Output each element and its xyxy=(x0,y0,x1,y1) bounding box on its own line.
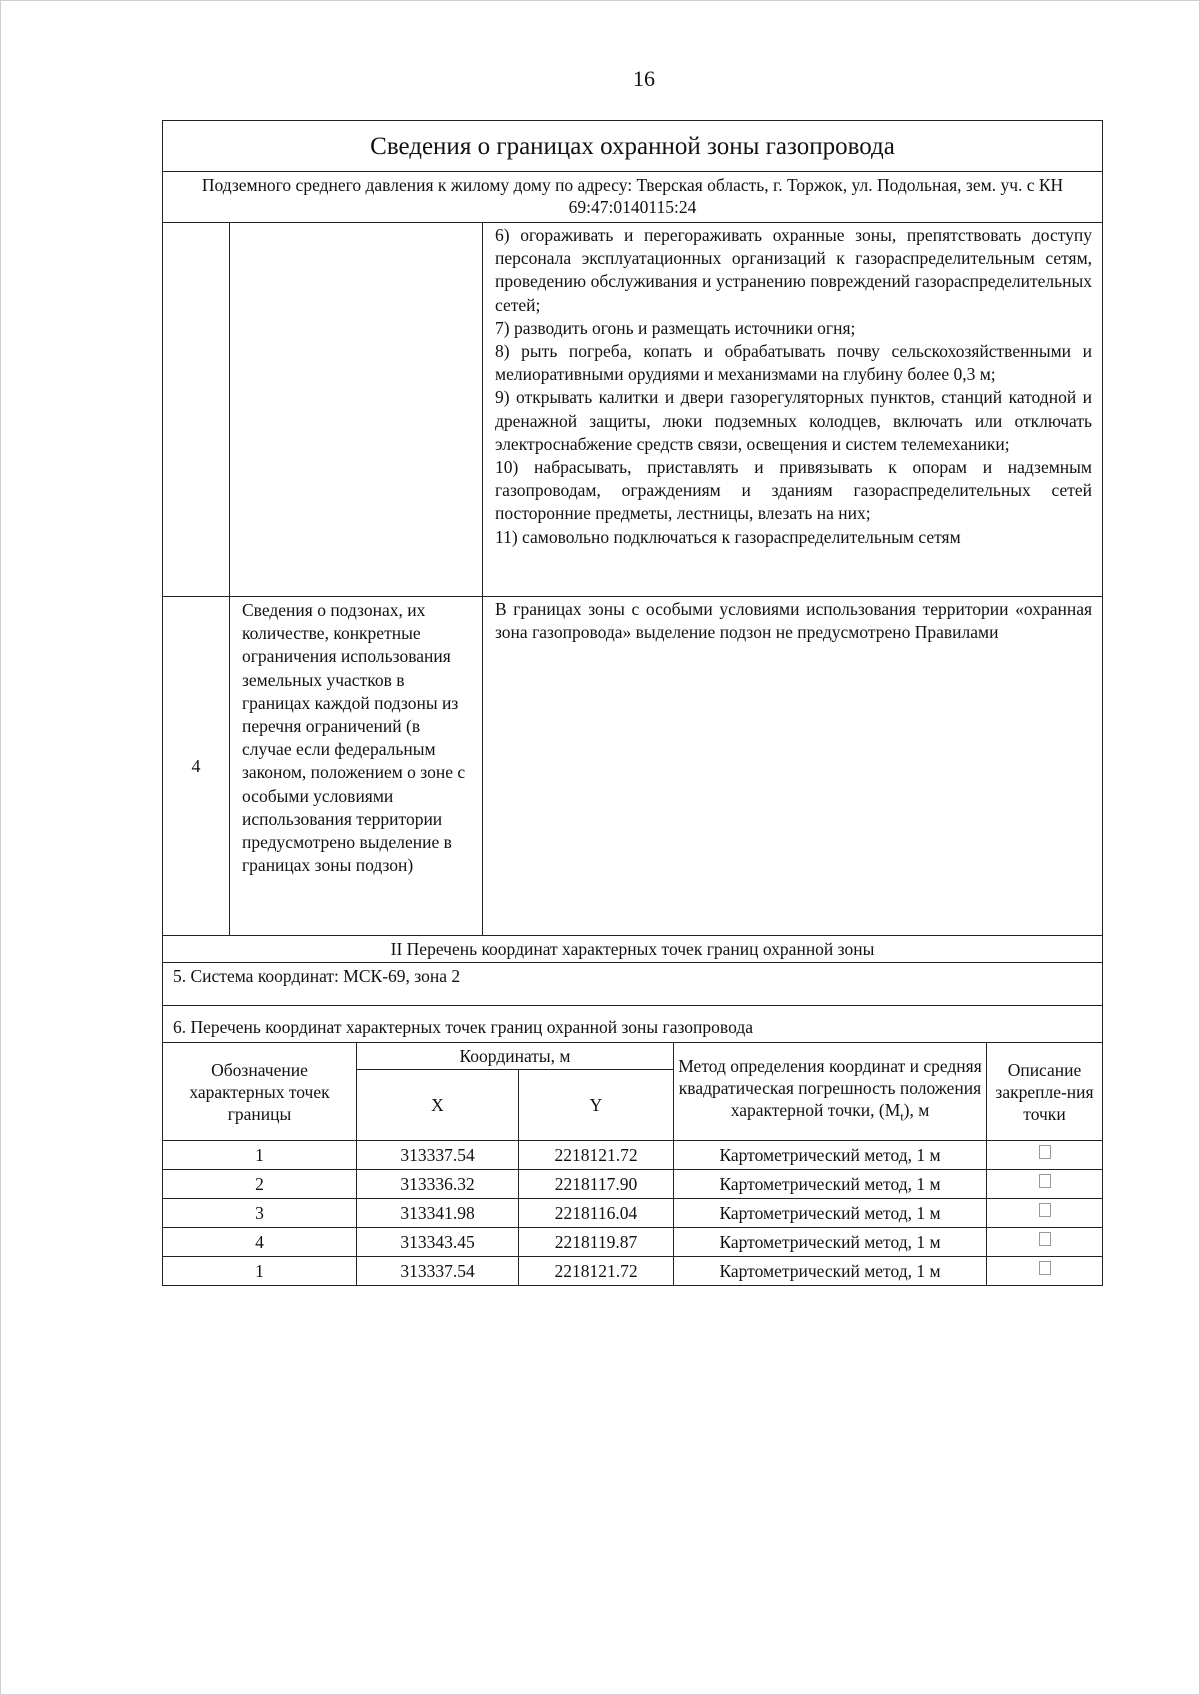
restriction-item: 6) огораживать и перегораживать охранные зоны, препятствовать доступу персонала эксплуатационных организаций к газораспределительным сетям, проведению обслуживания и устранению повреждений газораспределительных сетей; xyxy=(495,225,1093,315)
y-cell: 2218121.72 xyxy=(519,1257,674,1286)
subzone-content: В границах зоны с особыми условиями использования территории «охранная зона газопровода» выделение подзон не предусмотрено Правилами xyxy=(483,597,1103,936)
coord-system-row xyxy=(163,963,1103,1006)
method-cell: Картометрический метод, 1 м xyxy=(674,1228,987,1257)
table-row xyxy=(163,1170,1103,1199)
page-number: 16 xyxy=(633,66,655,91)
restriction-item: 7) разводить огонь и размещать источники огня; xyxy=(495,317,856,338)
desc-cell xyxy=(987,1257,1103,1286)
col-desc-header: Описание закрепле-ния точки xyxy=(987,1043,1103,1141)
desc-cell xyxy=(987,1170,1103,1199)
document-subtitle: Подземного среднего давления к жилому дому по адресу: Тверская область, г. Торжок, ул. Подольная, зем. уч. с КН 69:47:0140115:24 xyxy=(163,172,1103,223)
table-row xyxy=(163,1228,1103,1257)
x-cell: 313337.54 xyxy=(357,1141,519,1170)
restrictions-list xyxy=(483,223,1103,597)
y-cell: 2218116.04 xyxy=(519,1199,674,1228)
y-cell: 2218117.90 xyxy=(519,1170,674,1199)
coords-header-row xyxy=(163,1043,1103,1070)
checkbox-icon xyxy=(1039,1203,1051,1217)
table-row xyxy=(163,1141,1103,1170)
zone-info-table xyxy=(162,120,1103,1056)
point-cell: 1 xyxy=(163,1141,357,1170)
col-method-header xyxy=(674,1043,987,1141)
restriction-item: 10) набрасывать, приставлять и привязывать к опорам и надземным газопроводам, ограждениям и зданиям газораспределительных сетей посторонние предметы, лестницы, влезать на них; xyxy=(495,457,1093,524)
y-cell: 2218119.87 xyxy=(519,1228,674,1257)
section2-row xyxy=(163,936,1103,963)
desc-cell xyxy=(987,1228,1103,1257)
section2-title: II Перечень координат характерных точек границ охранной зоны xyxy=(163,936,1103,963)
method-header-subscript: t xyxy=(900,1109,904,1124)
method-cell: Картометрический метод, 1 м xyxy=(674,1141,987,1170)
desc-cell xyxy=(987,1141,1103,1170)
checkbox-icon xyxy=(1039,1261,1051,1275)
col-point-header: Обозначение характерных точек границы xyxy=(163,1043,357,1141)
coordinates-table xyxy=(162,1042,1103,1286)
title-row xyxy=(163,121,1103,172)
col-y-header: Y xyxy=(519,1070,674,1141)
restriction-item: 11) самовольно подключаться к газораспределительным сетям xyxy=(495,526,961,547)
row-number: 4 xyxy=(163,597,230,936)
method-header-text: Метод определения координат и средняя квадратическая погрешность положения характерной точки, (M xyxy=(678,1056,982,1121)
method-cell: Картометрический метод, 1 м xyxy=(674,1257,987,1286)
restriction-item: 9) открывать калитки и двери газорегуляторных пунктов, станций катодной и дренажной защиты, люки подземных колодцев, включать или отключать электроснабжение средств связи, освещения и систем телемеханики; xyxy=(495,387,1093,454)
col-coords-header: Координаты, м xyxy=(357,1043,674,1070)
method-cell: Картометрический метод, 1 м xyxy=(674,1199,987,1228)
subzone-row xyxy=(163,597,1103,936)
point-cell: 4 xyxy=(163,1228,357,1257)
method-cell: Картометрический метод, 1 м xyxy=(674,1170,987,1199)
subzone-description: Сведения о подзонах, их количестве, конкретные ограничения использования земельных участков в границах каждой подзоны из перечня ограничений (в случае если федеральным законом, положением о зоне с особыми условиями использования территории предусмотрено выделение в границах зоны подзон) xyxy=(230,597,483,936)
method-header-unit: ), м xyxy=(903,1100,930,1121)
table-row xyxy=(163,1199,1103,1228)
x-cell: 313343.45 xyxy=(357,1228,519,1257)
row-number-empty xyxy=(163,223,230,597)
desc-cell xyxy=(987,1199,1103,1228)
point-cell: 1 xyxy=(163,1257,357,1286)
point-cell: 2 xyxy=(163,1170,357,1199)
point-cell: 3 xyxy=(163,1199,357,1228)
checkbox-icon xyxy=(1039,1145,1051,1159)
col-x-header: X xyxy=(357,1070,519,1141)
checkbox-icon xyxy=(1039,1232,1051,1246)
x-cell: 313337.54 xyxy=(357,1257,519,1286)
x-cell: 313341.98 xyxy=(357,1199,519,1228)
restriction-item: 8) рыть погреба, копать и обрабатывать почву сельскохозяйственными и мелиоративными орудиями и механизмами на глубину более 0,3 м; xyxy=(495,341,1093,385)
coord-list-title: 6. Перечень координат характерных точек границ охранной зоны газопровода xyxy=(163,1006,1103,1057)
checkbox-icon xyxy=(1039,1174,1051,1188)
document-title: Сведения о границах охранной зоны газопровода xyxy=(163,121,1103,172)
x-cell: 313336.32 xyxy=(357,1170,519,1199)
row-description-empty xyxy=(230,223,483,597)
y-cell: 2218121.72 xyxy=(519,1141,674,1170)
subtitle-row xyxy=(163,172,1103,223)
table-row xyxy=(163,1257,1103,1286)
continuation-row xyxy=(163,223,1103,597)
coord-system: 5. Система координат: МСК-69, зона 2 xyxy=(163,963,1103,1006)
